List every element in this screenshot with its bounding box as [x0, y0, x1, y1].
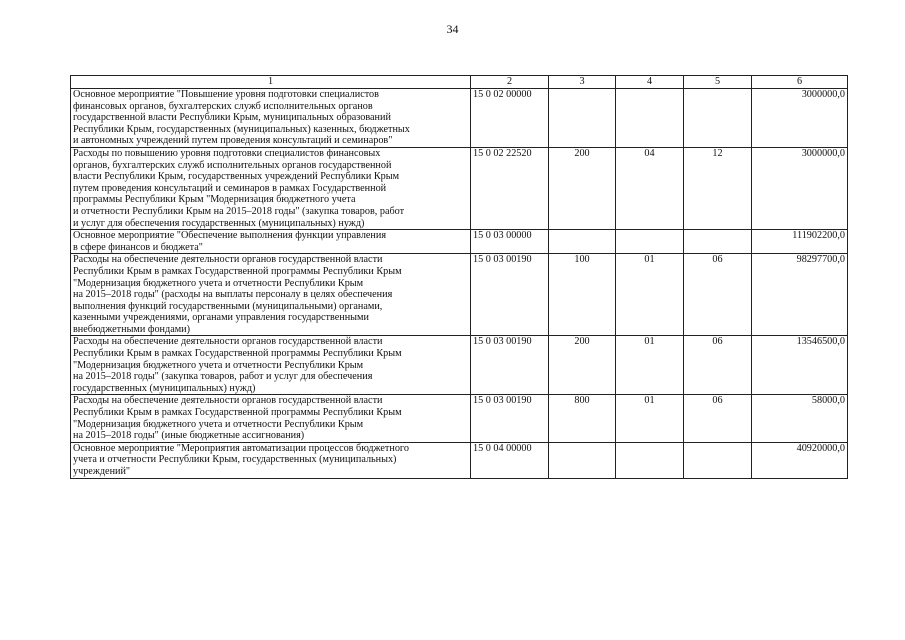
- col3-cell: 200: [549, 147, 616, 229]
- description-cell: Расходы на обеспечение деятельности органов государственной власти Республики Крым в рамках Государственной программы Республики Крым "Модернизация бюджетного учета и отчетности Республики Крым на 2015–2018 годы" (закупка товаров, работ и услуг для обеспечения государственных (муниципальных) нужд): [71, 336, 471, 395]
- page-number: 34: [446, 22, 459, 36]
- header-cell-2: 2: [471, 76, 549, 89]
- header-cell-3: 3: [549, 76, 616, 89]
- col4-cell: 01: [616, 254, 684, 336]
- header-cell-5: 5: [684, 76, 752, 89]
- code-cell: 15 0 03 00190: [471, 395, 549, 442]
- header-cell-4: 4: [616, 76, 684, 89]
- description-cell: Основное мероприятие "Мероприятия автоматизации процессов бюджетного учета и отчетности Республики Крым, государственных (муниципальных) учреждений": [71, 442, 471, 478]
- col3-cell: [549, 442, 616, 478]
- description-cell: Расходы на обеспечение деятельности органов государственной власти Республики Крым в рамках Государственной программы Республики Крым "Модернизация бюджетного учета и отчетности Республики Крым на 2015–2018 годы" (расходы на выплаты персоналу в целях обеспечения выполнения функций государственными (муниципальными) органами, казенными учреждениями, органами управления государственными внебюджетными фондами): [71, 254, 471, 336]
- col5-cell: 12: [684, 147, 752, 229]
- description-cell: Расходы на обеспечение деятельности органов государственной власти Республики Крым в рамках Государственной программы Республики Крым "Модернизация бюджетного учета и отчетности Республики Крым на 2015–2018 годы" (иные бюджетные ассигнования): [71, 395, 471, 442]
- code-cell: 15 0 03 00190: [471, 336, 549, 395]
- col5-cell: [684, 89, 752, 148]
- col4-cell: 04: [616, 147, 684, 229]
- table-row: [71, 395, 848, 442]
- table-row: [71, 89, 848, 148]
- budget-table: [70, 75, 848, 479]
- amount-cell: 58000,0: [752, 395, 848, 442]
- code-cell: 15 0 02 00000: [471, 89, 549, 148]
- amount-cell: 13546500,0: [752, 336, 848, 395]
- col3-cell: [549, 230, 616, 254]
- col3-cell: 100: [549, 254, 616, 336]
- table-row: [71, 336, 848, 395]
- col4-cell: 01: [616, 336, 684, 395]
- col4-cell: [616, 230, 684, 254]
- code-cell: 15 0 02 22520: [471, 147, 549, 229]
- col3-cell: 800: [549, 395, 616, 442]
- amount-cell: 3000000,0: [752, 147, 848, 229]
- col5-cell: 06: [684, 395, 752, 442]
- code-cell: 15 0 03 00000: [471, 230, 549, 254]
- amount-cell: 3000000,0: [752, 89, 848, 148]
- code-cell: 15 0 03 00190: [471, 254, 549, 336]
- col4-cell: [616, 89, 684, 148]
- table-row: [71, 147, 848, 229]
- col3-cell: [549, 89, 616, 148]
- amount-cell: 111902200,0: [752, 230, 848, 254]
- col4-cell: [616, 442, 684, 478]
- description-cell: Расходы по повышению уровня подготовки специалистов финансовых органов, бухгалтерских служб исполнительных органов государственной власти Республики Крым, государственных учреждений Республики Крым путем проведения консультаций и семинаров в рамках Государственной программы Республики Крым "Модернизация бюджетного учета и отчетности Республики Крым на 2015–2018 годы" (закупка товаров, работ и услуг для обеспечения государственных (муниципальных) нужд): [71, 147, 471, 229]
- col5-cell: 06: [684, 254, 752, 336]
- header-row: [71, 76, 848, 89]
- amount-cell: 98297700,0: [752, 254, 848, 336]
- table-row: [71, 230, 848, 254]
- amount-cell: 40920000,0: [752, 442, 848, 478]
- description-cell: Основное мероприятие "Обеспечение выполнения функции управления в сфере финансов и бюджета": [71, 230, 471, 254]
- description-cell: Основное мероприятие "Повышение уровня подготовки специалистов финансовых органов, бухгалтерских служб исполнительных органов государственной власти Республики Крым, муниципальных образований Республики Крым, государственных (муниципальных) казенных, бюджетных и автономных учреждений путем проведения консультаций и семинаров": [71, 89, 471, 148]
- header-cell-1: 1: [71, 76, 471, 89]
- table-row: [71, 442, 848, 478]
- col5-cell: 06: [684, 336, 752, 395]
- table-row: [71, 254, 848, 336]
- col5-cell: [684, 442, 752, 478]
- code-cell: 15 0 04 00000: [471, 442, 549, 478]
- header-cell-6: 6: [752, 76, 848, 89]
- col4-cell: 01: [616, 395, 684, 442]
- col3-cell: 200: [549, 336, 616, 395]
- col5-cell: [684, 230, 752, 254]
